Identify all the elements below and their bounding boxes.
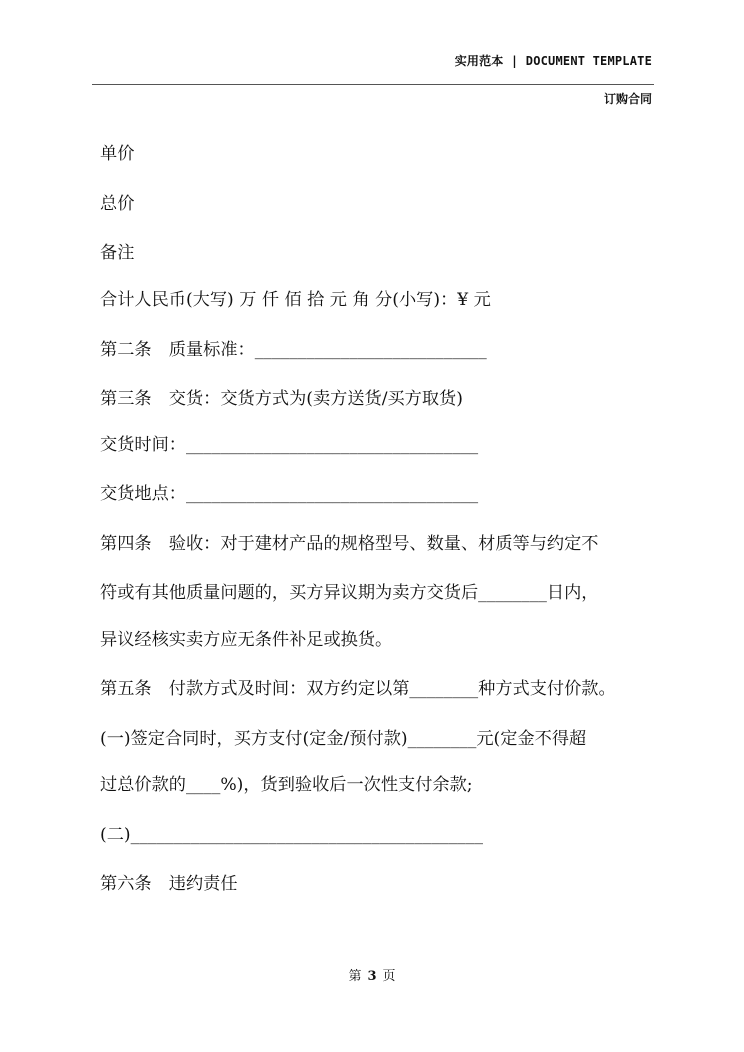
article-5-payment-line: 第五条 付款方式及时间：双方约定以第________种方式支付价款。: [100, 679, 616, 699]
article-2-quality-line: 第二条 质量标准：___________________________: [100, 340, 487, 360]
remarks-line: 备注: [100, 243, 135, 263]
payment-option-2-line: (二)_________________________________________: [100, 825, 483, 845]
document-type-label: 订购合同: [603, 92, 652, 106]
total-price-line: 总价: [100, 194, 135, 214]
article-4-acceptance-line-2: 符或有其他质量问题的，买方异议期为卖方交货后________日内，: [100, 583, 599, 603]
unit-price-line: 单价: [100, 144, 135, 164]
header-divider: [92, 84, 654, 85]
article-4-acceptance-line-3: 异议经核实卖方应无条件补足或换货。: [100, 630, 393, 650]
payment-option-1-line-1: (一)签定合同时，买方支付(定金/预付款)________元(定金不得超: [100, 729, 587, 749]
payment-option-1-line-2: 过总价款的____%)，货到验收后一次性支付余款;: [100, 775, 473, 795]
page-number: 3: [367, 969, 377, 984]
article-6-liability-line: 第六条 违约责任: [100, 874, 238, 894]
page-prefix: 第: [348, 969, 362, 984]
delivery-place-line: 交货地点：__________________________________: [100, 484, 479, 504]
page-suffix: 页: [382, 969, 396, 984]
delivery-time-line: 交货时间：__________________________________: [100, 435, 479, 455]
page-footer: [0, 965, 744, 984]
article-3-delivery-line: 第三条 交货：交货方式为(卖方送货/买方取货): [100, 389, 463, 409]
header-title: 实用范本 | DOCUMENT TEMPLATE: [454, 54, 652, 68]
total-amount-line: 合计人民币(大写) 万 仟 佰 拾 元 角 分(小写)：¥ 元: [100, 290, 491, 310]
article-4-acceptance-line-1: 第四条 验收：对于建材产品的规格型号、数量、材质等与约定不: [100, 534, 599, 554]
